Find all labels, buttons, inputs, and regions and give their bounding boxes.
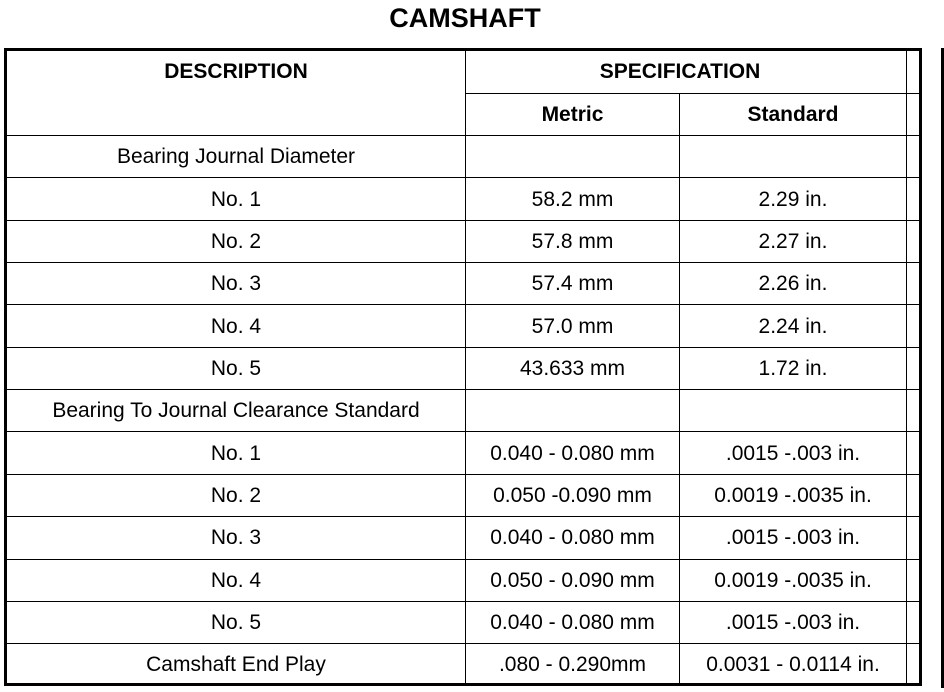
row-metric: 57.4 mm [531,272,614,296]
row-description: No. 3 [210,526,262,550]
row-metric: 0.040 - 0.080 mm [490,441,655,465]
row-standard [680,390,906,432]
row-standard: 0.0019 -.0035 in. [714,568,872,592]
grid-line [906,51,907,683]
row-standard [680,136,906,178]
row-standard: 0.0031 - 0.0114 in. [706,653,880,677]
row-standard: 2.29 in. [758,187,828,211]
row-metric: 43.633 mm [519,356,626,380]
row-metric: 57.8 mm [531,229,614,253]
row-description: No. 1 [210,187,262,211]
row-standard: 0.0019 -.0035 in. [714,483,872,507]
header-metric: Metric [541,103,604,126]
row-description: Bearing Journal Diameter [116,145,356,169]
row-description: Bearing To Journal Clearance Standard [52,399,420,423]
row-description: No. 2 [210,229,262,253]
row-metric [466,390,679,432]
row-description: No. 2 [210,483,262,507]
row-description: No. 3 [210,272,262,296]
row-standard: .0015 -.003 in. [725,441,861,465]
row-standard: 2.26 in. [758,272,828,296]
row-description: No. 5 [210,356,262,380]
row-metric: 0.050 - 0.090 mm [490,568,655,592]
row-standard: 1.72 in. [758,356,828,380]
row-description: Camshaft End Play [146,653,326,677]
row-standard: .0015 -.003 in. [725,526,861,550]
row-metric [466,136,679,178]
row-metric: 58.2 mm [531,187,614,211]
row-description: No. 4 [210,314,262,338]
row-metric: .080 - 0.290mm [498,653,647,677]
spec-table [4,48,922,686]
page-title: CAMSHAFT [389,3,541,33]
row-standard: 2.24 in. [758,314,828,338]
row-metric: 0.050 -0.090 mm [493,483,652,507]
grid-line [465,93,919,94]
header-description: DESCRIPTION [164,60,308,83]
header-standard: Standard [747,103,839,126]
row-standard: 2.27 in. [758,229,828,253]
row-metric: 0.040 - 0.080 mm [490,611,655,635]
row-metric: 0.040 - 0.080 mm [490,526,655,550]
row-metric: 57.0 mm [531,314,614,338]
row-description: No. 1 [210,441,262,465]
row-description: No. 5 [210,611,262,635]
header-specification: SPECIFICATION [599,60,761,83]
row-standard: .0015 -.003 in. [725,611,861,635]
row-description: No. 4 [210,568,262,592]
